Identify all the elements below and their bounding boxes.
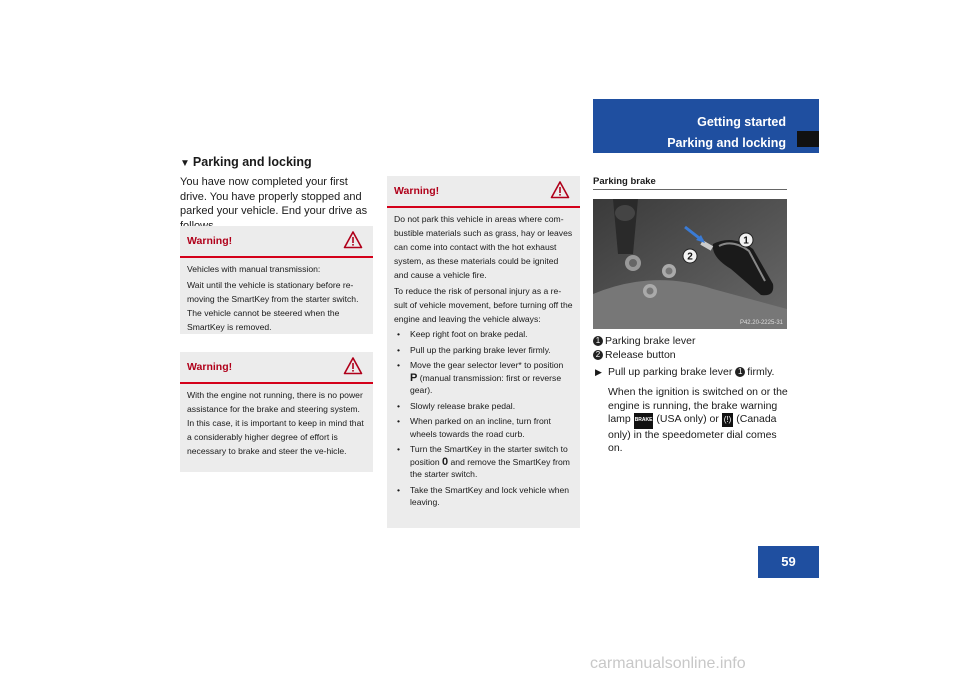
step-text: firmly. [747,366,775,378]
step-text: Pull up parking brake lever [608,366,733,378]
warning-triangle-icon [550,180,570,200]
legend-label: Release button [605,349,676,361]
list-item [394,359,573,397]
warning-title: Warning! [187,361,233,373]
section-title-text: Parking and locking [192,155,312,169]
list-item-text: (manual transmission: first or reverse gear). [410,372,562,395]
warning-paragraph: To reduce the risk of personal injury as a re-sult of vehicle movement, before turning off the engine and leaving the vehicle always: [394,286,573,324]
warning-title: Warning! [187,235,233,247]
legend-item-2 [593,348,676,362]
warning-triangle-icon [343,230,363,250]
warning-paragraph: Vehicles with manual transmission: [187,264,321,274]
note-text: (USA only) or [656,413,719,425]
key-position: 0 [442,455,449,468]
warning-body [387,208,580,518]
page-number-box [758,546,819,578]
callout-number-2: 2 [593,350,603,360]
list-item: • Pull up the parking brake lever firmly. [394,344,573,357]
parking-brake-title: Parking brake [593,176,656,187]
instruction-step [608,366,790,380]
callout-1: 1 [743,235,749,247]
warning-paragraph: Wait until the vehicle is stationary before re-moving the SmartKey from the starter switch. The vehicle cannot be steered when the SmartKey is removed. [187,280,359,332]
triangle-down-icon: ▼ [180,158,190,169]
callout-number-1: 1 [735,367,745,377]
brake-warning-lamp-icon: BRAKE [634,413,654,429]
warning-body [180,384,373,466]
warning-triangle-icon [343,356,363,376]
chapter-title: Getting started [697,115,786,129]
warning-paragraph: With the engine not running, there is no power assistance for the brake and steering system. In this case, it is important to keep in mind that a considerably higher degree of effort is necessary to brake and steer the ve-hicle. [187,390,364,456]
warning-box-parking [387,176,580,528]
page-number: 59 [781,554,796,569]
parking-brake-photo [593,199,787,329]
list-item [394,443,573,481]
step-arrow-icon: ▶ [595,367,602,377]
warning-body [180,258,373,342]
warning-paragraph: Do not park this vehicle in areas where com-bustible materials such as grass, hay or leaves can come into contact with the hot exhaust system, as these materials could be ignited and cause a vehicle fire. [394,214,573,280]
instruction-note [608,386,790,456]
legend-item-1 [593,334,695,348]
list-item: • Take the SmartKey and lock vehicle when leaving. [394,484,573,509]
header-band [593,99,819,153]
divider [593,189,787,190]
warning-header [180,352,373,384]
section-header: Parking and locking [667,136,786,150]
warning-header [387,176,580,208]
intro-text: You have now completed your first drive. You have properly stopped and parked your vehicle. End your drive as [180,176,368,217]
callout-number-1: 1 [593,336,603,346]
warning-box-power-assistance [180,352,373,472]
list-item: • When parked on an incline, turn front wheels towards the road curb. [394,415,573,440]
warning-title: Warning! [394,185,440,197]
list-item-text: Turn the SmartKey in the starter switch to position [410,444,568,467]
note-text: When the ignition is switched on or the engine is running, the brake warning lamp [608,386,788,425]
section-title [180,155,312,169]
gear-position: P [410,371,418,384]
image-code: P42.20-2225-31 [739,320,783,326]
warning-header [180,226,373,258]
list-item: • Keep right foot on brake pedal. [394,328,573,341]
warning-bullet-list [394,328,573,509]
list-item-text: Move the gear selector lever* to position [410,360,564,370]
header-marker [797,131,819,147]
list-item: • Slowly release brake pedal. [394,400,573,413]
brake-warning-lamp-canada-icon: (!) [722,413,734,427]
watermark: carmanualsonline.info [590,655,746,672]
warning-box-manual-transmission [180,226,373,334]
legend-label: Parking brake lever [605,335,696,347]
note-text: (Canada only) in the speedometer dial comes on. [608,413,777,454]
list-item-text: and remove the SmartKey from the starter switch. [410,456,570,479]
callout-2: 2 [687,251,693,263]
parking-brake-illustration [593,199,787,329]
